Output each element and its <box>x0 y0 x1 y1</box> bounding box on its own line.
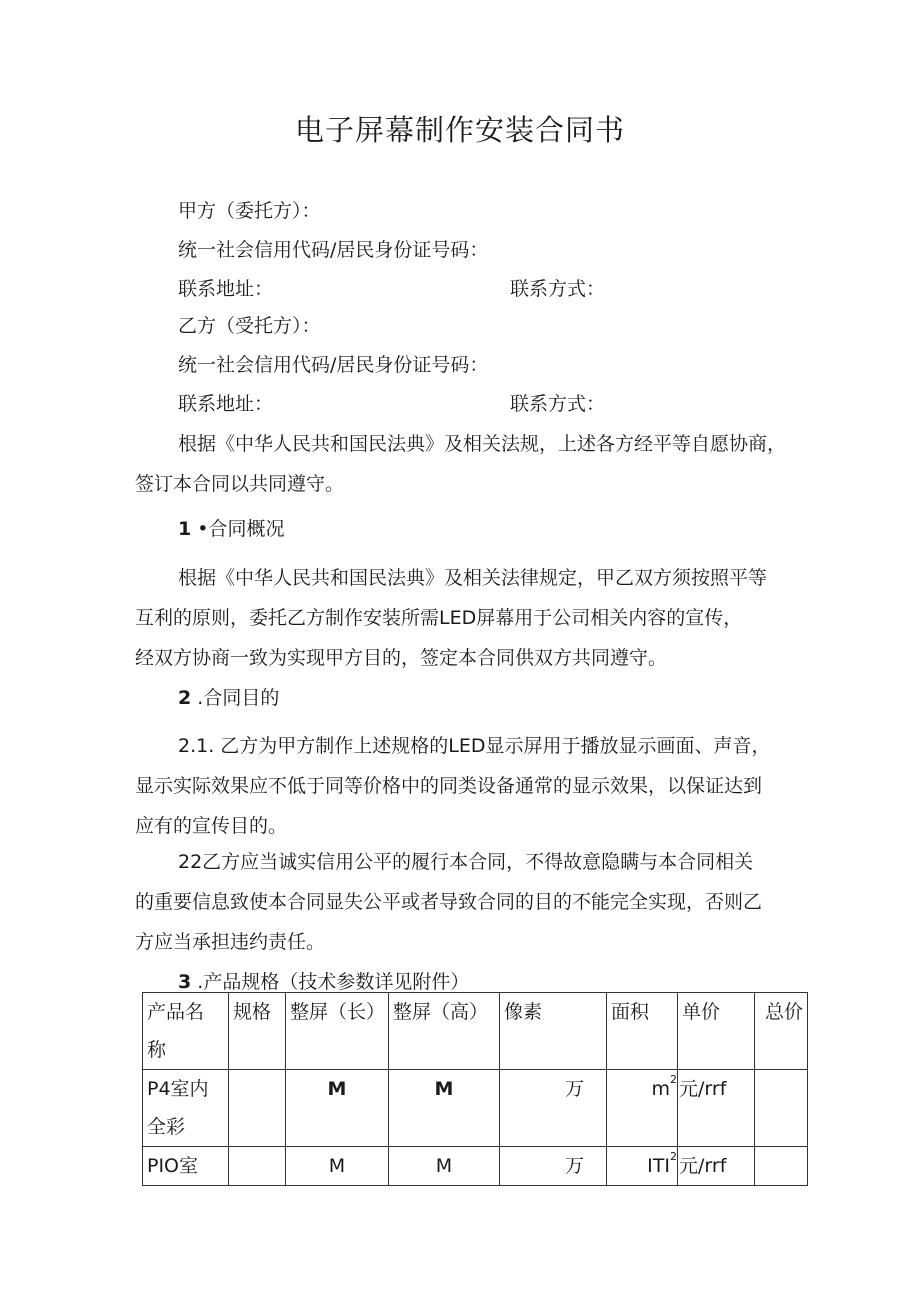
table-row <box>143 1070 808 1147</box>
header-cell-unit-price: 单价 <box>678 993 755 1070</box>
product-spec-table <box>142 992 808 1186</box>
paragraph-line: 22乙方应当诚实信用公平的履行本合同，不得故意隐瞒与本合同相关 <box>178 851 754 873</box>
section-number: 3 <box>178 971 192 993</box>
cell-pixel: 万 <box>500 1147 607 1186</box>
intro-line: 根据《中华人民共和国民法典》及相关法规，上述各方经平等自愿协商， <box>178 433 787 455</box>
section-title: .产品规格（技术参数详见附件） <box>197 971 470 993</box>
paragraph-line: 互利的原则，委托乙方制作安装所需LED屏幕用于公司相关内容的宣传， <box>135 607 743 629</box>
cell-unit-price: 元/rrf <box>678 1070 755 1147</box>
area-superscript: 2 <box>670 1150 677 1163</box>
party-b-contact: 联系方式： <box>510 393 606 415</box>
cell-text: PIO室 <box>147 1155 199 1177</box>
header-cell-pixel: 像素 <box>500 993 607 1070</box>
cell-length: M <box>286 1070 389 1147</box>
cell-area <box>607 1147 678 1186</box>
section-1-paragraph <box>135 558 801 678</box>
cell-total <box>755 1070 808 1147</box>
cell-spec <box>229 1147 286 1186</box>
party-b-label: 乙方（受托方）： <box>178 315 321 337</box>
intro-paragraph <box>135 424 801 504</box>
cell-height: M <box>389 1147 500 1186</box>
party-a-contact: 联系方式： <box>510 278 606 300</box>
cell-spec <box>229 1070 286 1147</box>
cell-product-name <box>143 1070 229 1147</box>
paragraph-line: 方应当承担违约责任。 <box>135 931 326 953</box>
party-a-credit-code: 统一社会信用代码/居民身份证号码： <box>178 239 489 261</box>
paragraph-line: 应有的宣传目的。 <box>135 815 288 837</box>
party-b-address: 联系地址： <box>178 393 274 415</box>
cell-height: M <box>389 1070 500 1147</box>
section-number: 1 <box>178 518 192 540</box>
party-a-address: 联系地址： <box>178 278 274 300</box>
clause-2-2 <box>135 842 801 962</box>
header-text: 称 <box>147 1039 167 1061</box>
area-unit: m <box>651 1078 670 1100</box>
paragraph-line: 的重要信息致使本合同显失公平或者导致合同的目的不能完全实现，否则乙 <box>135 891 763 913</box>
header-text: 产品名 <box>147 1001 205 1023</box>
party-b-credit-code: 统一社会信用代码/居民身份证号码： <box>178 354 489 376</box>
header-cell-length: 整屏（长） <box>286 993 389 1070</box>
section-1-heading <box>178 514 285 541</box>
header-cell-area: 面积 <box>607 993 678 1070</box>
cell-text: P4室内 <box>147 1078 209 1100</box>
header-cell-name <box>143 993 229 1070</box>
intro-line: 签订本合同以共同遵守。 <box>135 473 345 495</box>
section-number: 2 <box>178 687 192 709</box>
cell-area <box>607 1070 678 1147</box>
area-unit: ITI <box>647 1155 670 1177</box>
cell-total <box>755 1147 808 1186</box>
table-header-row <box>143 993 808 1070</box>
header-cell-spec: 规格 <box>229 993 286 1070</box>
paragraph-line: 显示实际效果应不低于同等价格中的同类设备通常的显示效果，以保证达到 <box>135 775 763 797</box>
section-title: .合同目的 <box>197 687 280 709</box>
header-cell-total: 总价 <box>755 993 808 1070</box>
header-cell-height: 整屏（高） <box>389 993 500 1070</box>
cell-pixel: 万 <box>500 1070 607 1147</box>
cell-length: M <box>286 1147 389 1186</box>
cell-product-name <box>143 1147 229 1186</box>
section-3-heading <box>178 967 469 994</box>
document-title: 电子屏幕制作安装合同书 <box>294 113 625 147</box>
table-row <box>143 1147 808 1186</box>
cell-text: 全彩 <box>147 1116 186 1138</box>
paragraph-line: 经双方协商一致为实现甲方目的，签定本合同供双方共同遵守。 <box>135 647 668 669</box>
paragraph-line: 2.1. 乙方为甲方制作上述规格的LED显示屏用于播放显示画面、声音， <box>178 735 771 757</box>
paragraph-line: 根据《中华人民共和国民法典》及相关法律规定，甲乙双方须按照平等 <box>178 567 768 589</box>
section-2-heading <box>178 683 279 710</box>
party-a-label: 甲方（委托方）： <box>178 200 321 222</box>
area-superscript: 2 <box>670 1073 677 1086</box>
section-title: •合同概况 <box>197 518 285 540</box>
clause-2-1 <box>135 726 801 846</box>
cell-unit-price: 元/rrf <box>678 1147 755 1186</box>
